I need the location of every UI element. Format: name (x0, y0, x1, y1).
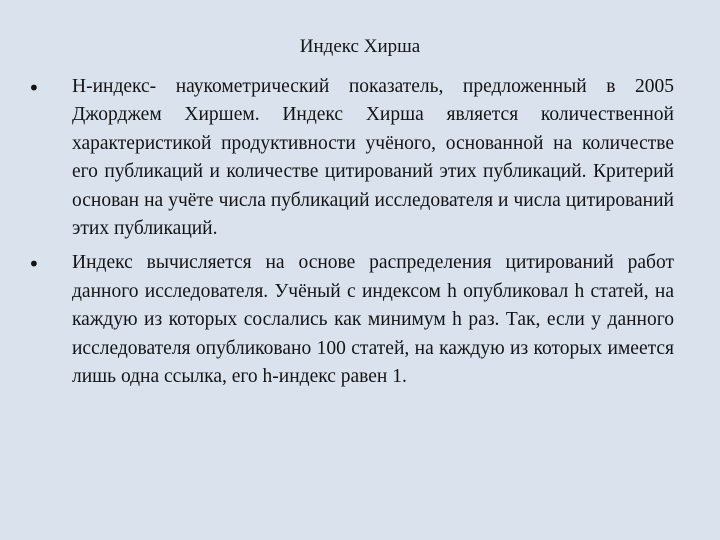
bullet-text: H-индекс- наукометрический показатель, предложенный в 2005 Джорджем Хиршем. Индекс Хирша является количественной характеристикой продуктивности учёного, основанной на количестве его публикаций и количестве цитирований этих публикаций. Критерий основан на учёте числа публикаций исследователя и числа цитирований этих публикаций. (72, 76, 674, 240)
slide-title: Индекс Хирша (299, 36, 421, 57)
bullet-text: Индекс вычисляется на основе распределения цитирований работ данного исследователя. Учёный с индексом h опубликовал h статей, на каждую из которых сослались как минимум h раз. Так, если у данного исследователя опубликовано 100 статей, на каждую из которых имеется лишь одна ссылка, его h-индекс равен 1. (72, 252, 674, 388)
bullet-item (0, 249, 720, 391)
bullet-icon: • (28, 252, 40, 277)
bullet-icon: • (28, 76, 40, 100)
bullet-item (0, 73, 720, 243)
bullet-list (0, 73, 720, 391)
